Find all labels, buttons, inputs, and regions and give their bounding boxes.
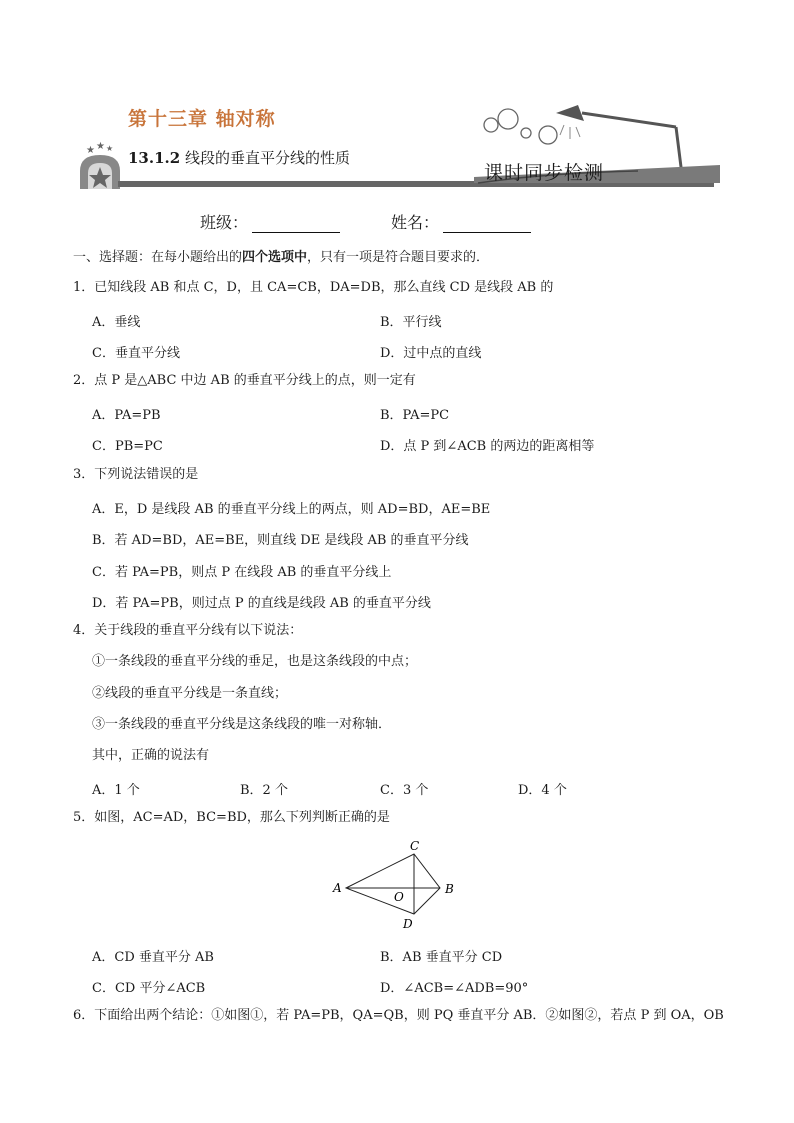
instructions-prefix: 一、选择题：在每小题给出的 xyxy=(73,250,243,265)
q1-option-c[interactable]: C．垂直平分线 xyxy=(92,346,180,361)
question-4-stem: 4．关于线段的垂直平分线有以下说法： xyxy=(73,623,303,638)
name-blank[interactable] xyxy=(443,218,531,233)
q3-option-c[interactable]: C．若 PA=PB，则点 P 在线段 AB 的垂直平分线上 xyxy=(92,565,392,580)
question-5-stem: 5．如图，AC=AD，BC=BD，那么下列判断正确的是 xyxy=(73,810,390,825)
bubble-icon xyxy=(521,128,531,138)
name-field xyxy=(391,210,531,233)
q4-option-d[interactable]: D．4 个 xyxy=(518,783,567,798)
q4-option-c[interactable]: C．3 个 xyxy=(380,783,429,798)
instructions-bold: 四个选项中 xyxy=(242,250,308,265)
q2-option-a[interactable]: A．PA=PB xyxy=(92,408,161,423)
class-field xyxy=(200,210,340,233)
q4-statement-3: ③一条线段的垂直平分线是这条线段的唯一对称轴． xyxy=(92,717,392,732)
q3-option-d[interactable]: D．若 PA=PB，则过点 P 的直线是线段 AB 的垂直平分线 xyxy=(92,596,431,611)
label-d: D xyxy=(403,917,413,931)
chapter-title: 第十三章 轴对称 xyxy=(128,108,276,130)
q5-option-a[interactable]: A．CD 垂直平分 AB xyxy=(92,950,214,965)
q5-option-b[interactable]: B．AB 垂直平分 CD xyxy=(380,950,503,965)
q5-option-c[interactable]: C．CD 平分∠ACB xyxy=(92,981,206,996)
bubble-icon xyxy=(539,126,557,144)
badge-text: 课时同步检测 xyxy=(484,162,605,184)
section-number: 13.1.2 xyxy=(128,149,181,167)
q1-option-d[interactable]: D．过中点的直线 xyxy=(380,346,482,361)
q3-option-b[interactable]: B．若 AD=BD，AE=BE，则直线 DE 是线段 AB 的垂直平分线 xyxy=(92,533,469,548)
kite-figure xyxy=(328,838,464,934)
q4-option-b[interactable]: B．2 个 xyxy=(240,783,288,798)
q4-prompt: 其中，正确的说法有 xyxy=(92,748,210,763)
label-o: O xyxy=(394,890,404,904)
q4-statement-1: ①一条线段的垂直平分线的垂足，也是这条线段的中点； xyxy=(92,654,418,669)
star-badge-icon xyxy=(80,141,120,189)
q1-option-a[interactable]: A．垂线 xyxy=(92,315,141,330)
svg-text:★: ★ xyxy=(96,141,105,152)
q2-option-b[interactable]: B．PA=PC xyxy=(380,408,450,423)
q5-option-d[interactable]: D．∠ACB=∠ADB=90° xyxy=(380,981,529,996)
q1-option-b[interactable]: B．平行线 xyxy=(380,315,442,330)
svg-text:★: ★ xyxy=(106,144,114,153)
question-1-stem: 1．已知线段 AB 和点 C，D，且 CA=CB，DA=DB，那么直线 CD 是线段 AB 的 xyxy=(73,280,554,295)
class-label: 班级： xyxy=(200,213,249,232)
question-6-stem: 6．下面给出两个结论：①如图①，若 PA=PB，QA=QB，则 PQ 垂直平分 AB．②如图②，若点 P 到 OA，OB xyxy=(73,1008,724,1023)
kite-outline xyxy=(346,854,440,914)
question-3-stem: 3．下列说法错误的是 xyxy=(73,467,199,482)
svg-text:★: ★ xyxy=(86,145,95,156)
q2-option-c[interactable]: C．PB=PC xyxy=(92,439,163,454)
label-a: A xyxy=(333,881,342,895)
section-heading xyxy=(128,147,350,168)
label-c: C xyxy=(410,839,420,853)
q3-option-a[interactable]: A．E，D 是线段 AB 的垂直平分线上的两点，则 AD=BD，AE=BE xyxy=(92,502,491,517)
question-2-stem: 2．点 P 是△ABC 中边 AB 的垂直平分线上的点，则一定有 xyxy=(73,373,416,388)
q2-option-d[interactable]: D．点 P 到∠ACB 的两边的距离相等 xyxy=(380,439,595,454)
instructions xyxy=(73,250,489,266)
bubble-icon xyxy=(484,118,498,132)
name-label: 姓名： xyxy=(391,213,440,232)
bubble-icon xyxy=(498,109,518,129)
q4-statement-2: ②线段的垂直平分线是一条直线； xyxy=(92,686,288,701)
instructions-suffix: ，只有一项是符合题目要求的． xyxy=(307,250,490,265)
section-title: 线段的垂直平分线的性质 xyxy=(184,149,350,167)
class-blank[interactable] xyxy=(252,218,340,233)
q4-option-a[interactable]: A．1 个 xyxy=(92,783,140,798)
label-b: B xyxy=(445,882,454,896)
